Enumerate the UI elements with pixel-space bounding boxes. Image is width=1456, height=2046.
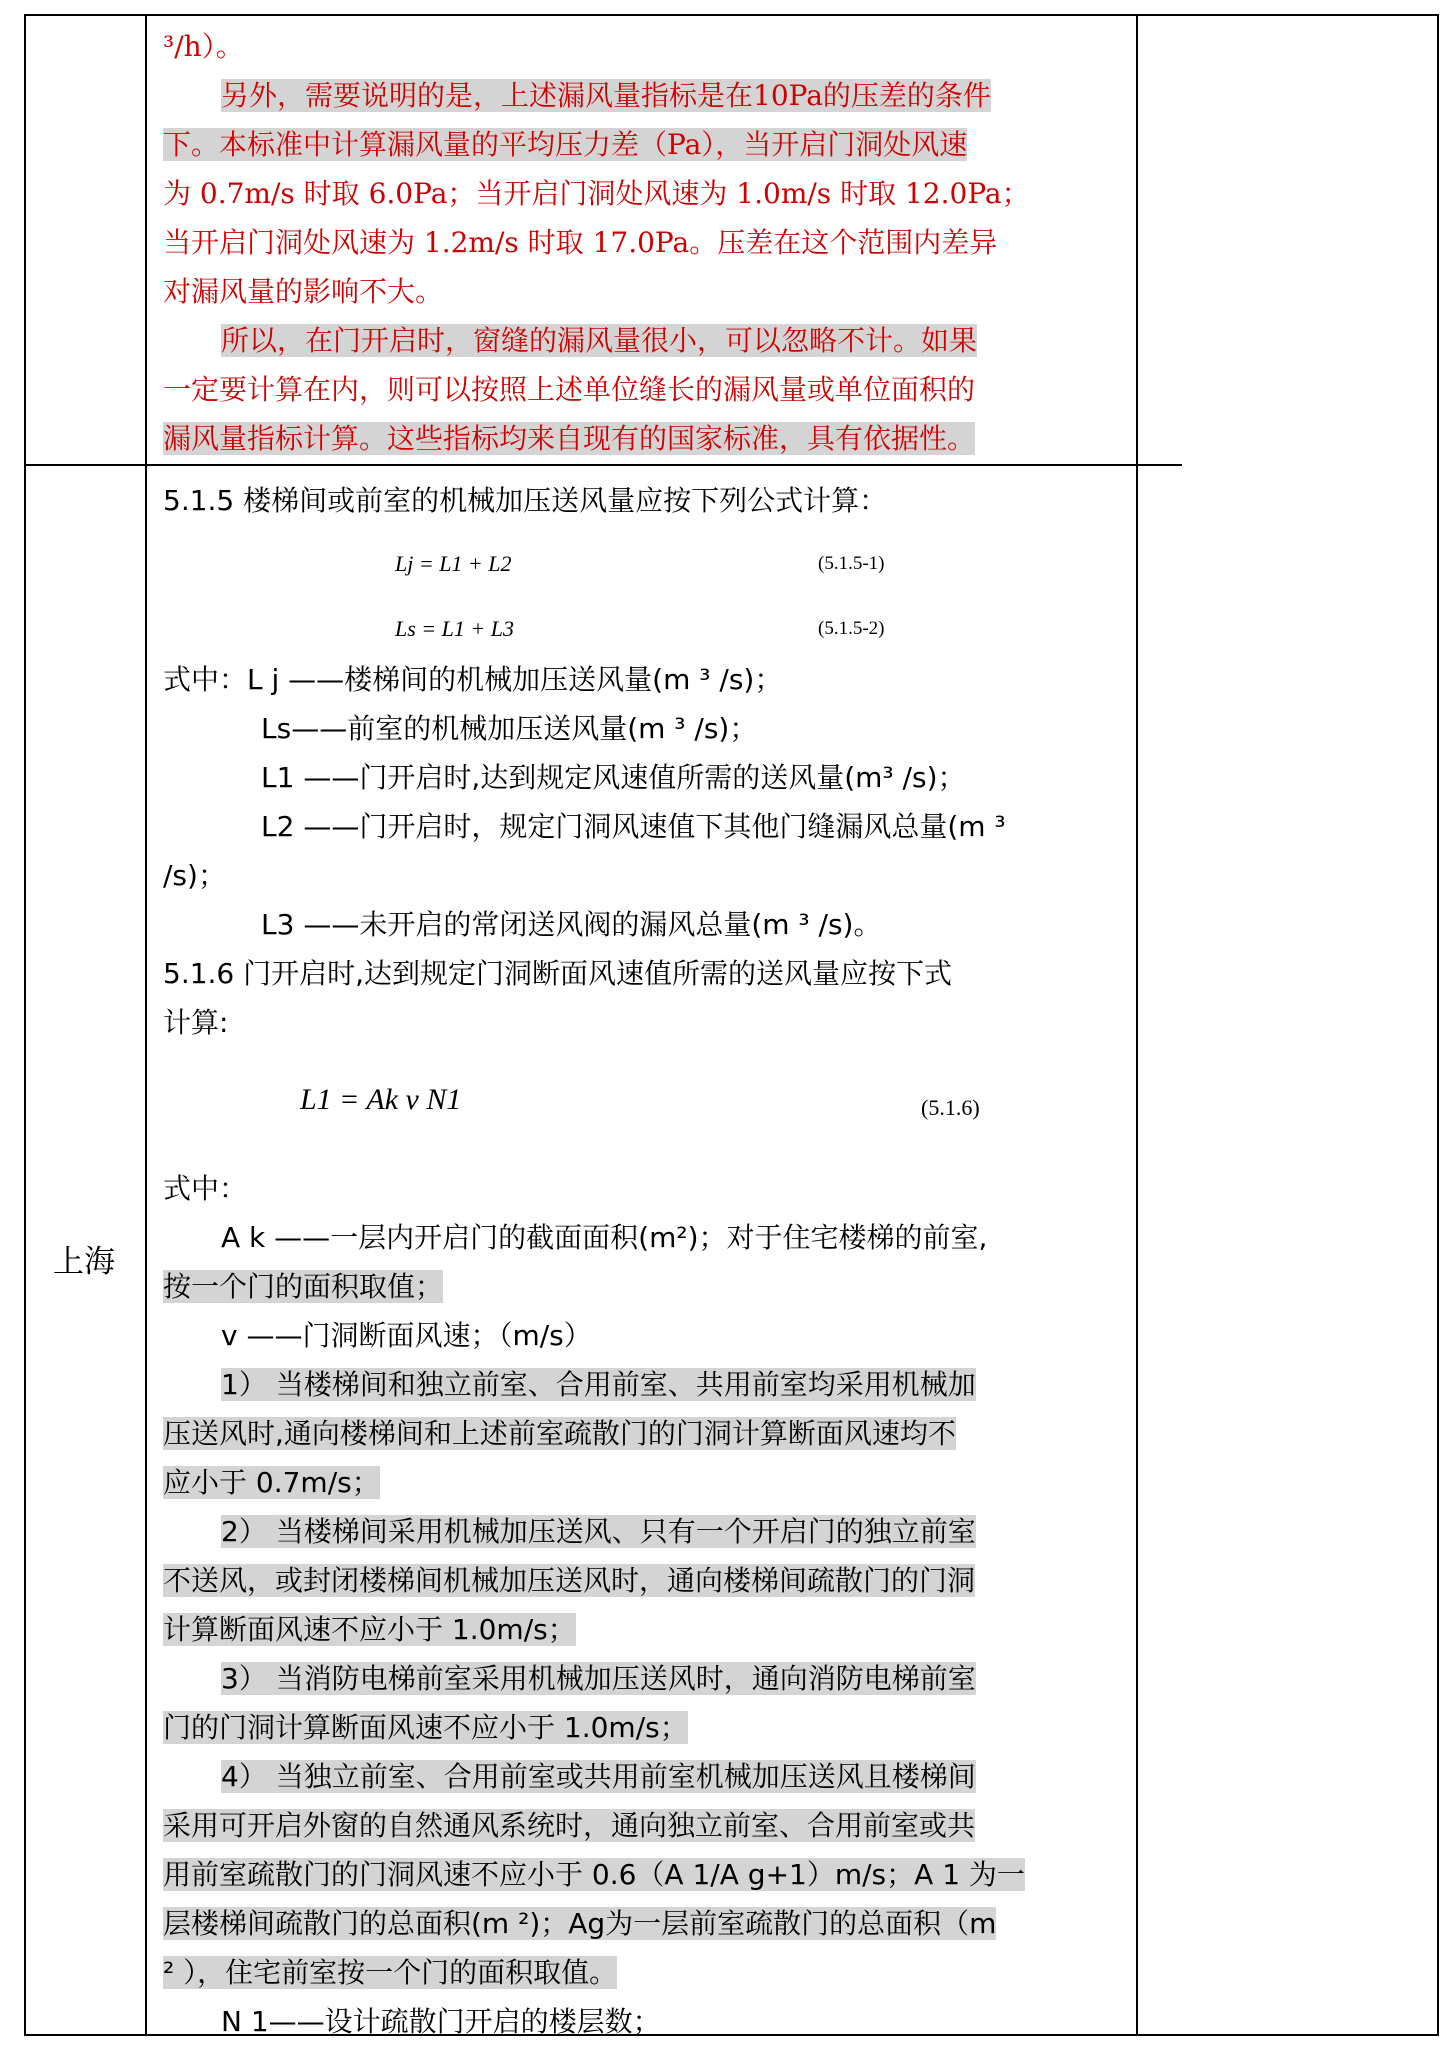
text-line: 为 0.7m/s 时取 6.0Pa；当开启门洞处风速为 1.0m/s 时取 12.0Pa； <box>163 177 1030 210</box>
equation-5-1-6 <box>163 1047 1123 1164</box>
text-line <box>163 120 1123 169</box>
definition-line: L1 ——门开启时,达到规定风速值所需的送风量(m³ /s)； <box>261 761 966 794</box>
highlighted-text: 采用可开启外窗的自然通风系统时，通向独立前室、合用前室或共 <box>163 1809 976 1842</box>
text-line <box>163 316 1123 365</box>
highlighted-text: 按一个门的面积取值； <box>163 1270 444 1303</box>
column-divider-left <box>145 16 147 2034</box>
v-definition: v ——门洞断面风速；（m/s） <box>221 1319 592 1352</box>
list-item <box>163 1556 1123 1605</box>
list-item <box>163 1703 1123 1752</box>
equation-formula: Ls = L1 + L3 <box>395 616 514 641</box>
list-item <box>163 1507 1123 1556</box>
list-item <box>163 1948 1123 1997</box>
text-line: 当开启门洞处风速为 1.2m/s 时取 17.0Pa。压差在这个范围内差异 <box>163 226 998 259</box>
region-label: 上海 <box>53 1244 115 1280</box>
text-line: 对漏风量的影响不大。 <box>163 275 444 308</box>
definition-line: 式中：L j ——楼梯间的机械加压送风量(m ³ /s)； <box>163 663 783 696</box>
highlighted-text: 2） 当楼梯间采用机械加压送风、只有一个开启门的独立前室 <box>221 1515 976 1548</box>
highlighted-text: 计算断面风速不应小于 1.0m/s； <box>163 1613 576 1646</box>
equation-formula: L1 = Ak v N1 <box>300 1083 462 1116</box>
highlighted-text: 1） 当楼梯间和独立前室、合用前室、共用前室均采用机械加 <box>221 1368 976 1401</box>
where-label: 式中： <box>163 1172 248 1205</box>
list-item <box>163 1752 1123 1801</box>
equation-5-1-5-2 <box>163 590 1123 655</box>
highlighted-text: 另外，需要说明的是，上述漏风量指标是在10Pa的压差的条件 <box>221 79 991 112</box>
equation-number: (5.1.5-2) <box>818 618 885 639</box>
highlighted-text: 层楼梯间疏散门的总面积(m ²)；Ag为一层前室疏散门的总面积（m <box>163 1907 997 1940</box>
highlighted-text: 所以，在门开启时，窗缝的漏风量很小，可以忽略不计。如果 <box>221 324 978 357</box>
highlighted-text: 不送风，或封闭楼梯间机械加压送风时，通向楼梯间疏散门的门洞 <box>163 1564 976 1597</box>
clause-516-heading: 计算: <box>163 1006 229 1039</box>
equation-formula: Lj = L1 + L2 <box>395 551 512 576</box>
list-item <box>163 1899 1123 1948</box>
highlighted-text: 3） 当消防电梯前室采用机械加压送风时，通向消防电梯前室 <box>221 1662 976 1695</box>
definition-line: L3 ——未开启的常闭送风阀的漏风总量(m ³ /s)。 <box>261 908 882 941</box>
ak-definition <box>163 1262 1123 1311</box>
highlighted-text: 门的门洞计算断面风速不应小于 1.0m/s； <box>163 1711 688 1744</box>
n1-definition: N 1——设计疏散门开启的楼层数； <box>221 2005 661 2038</box>
highlighted-text: 下。本标准中计算漏风量的平均压力差（Pa），当开启门洞处风速 <box>163 128 968 161</box>
list-item <box>163 1360 1123 1409</box>
row-divider <box>26 464 1182 466</box>
list-item <box>163 1409 1123 1458</box>
equation-number: (5.1.5-1) <box>818 553 885 574</box>
definition-line: /s)； <box>163 859 226 892</box>
ak-definition: A k ——一层内开启门的截面面积(m²)；对于住宅楼梯的前室, <box>221 1221 988 1254</box>
text-line: 一定要计算在内，则可以按照上述单位缝长的漏风量或单位面积的 <box>163 373 976 406</box>
definition-line: L2 ——门开启时，规定门洞风速值下其他门缝漏风总量(m ³ <box>261 810 1006 843</box>
highlighted-text: 漏风量指标计算。这些指标均来自现有的国家标准，具有依据性。 <box>163 422 976 455</box>
list-item <box>163 1801 1123 1850</box>
text-line <box>163 71 1123 120</box>
list-item <box>163 1654 1123 1703</box>
highlighted-text: 应小于 0.7m/s； <box>163 1466 380 1499</box>
equation-number: (5.1.6) <box>921 1095 980 1120</box>
list-item <box>163 1605 1123 1654</box>
clause-515-heading: 5.1.5 楼梯间或前室的机械加压送风量应按下列公式计算： <box>163 484 888 517</box>
text-line <box>163 414 1123 463</box>
definition-line: Ls——前室的机械加压送风量(m ³ /s)； <box>261 712 758 745</box>
highlighted-text: 4） 当独立前室、合用前室或共用前室机械加压送风且楼梯间 <box>221 1760 976 1793</box>
highlighted-text: 压送风时,通向楼梯间和上述前室疏散门的门洞计算断面风速均不 <box>163 1417 956 1450</box>
highlighted-text: 用前室疏散门的门洞风速不应小于 0.6（A 1/A g+1）m/s；A 1 为一 <box>163 1858 1025 1891</box>
top-explanation-block <box>163 22 1123 463</box>
text-line: ³/h）。 <box>163 30 244 63</box>
list-item <box>163 1850 1123 1899</box>
equation-5-1-5-1 <box>163 525 1123 590</box>
clause-block <box>163 476 1123 2046</box>
highlighted-text: ² ），住宅前室按一个门的面积取值。 <box>163 1956 618 1989</box>
list-item <box>163 1458 1123 1507</box>
column-divider-right <box>1136 16 1138 2034</box>
clause-516-heading: 5.1.6 门开启时,达到规定门洞断面风速值所需的送风量应按下式 <box>163 957 953 990</box>
